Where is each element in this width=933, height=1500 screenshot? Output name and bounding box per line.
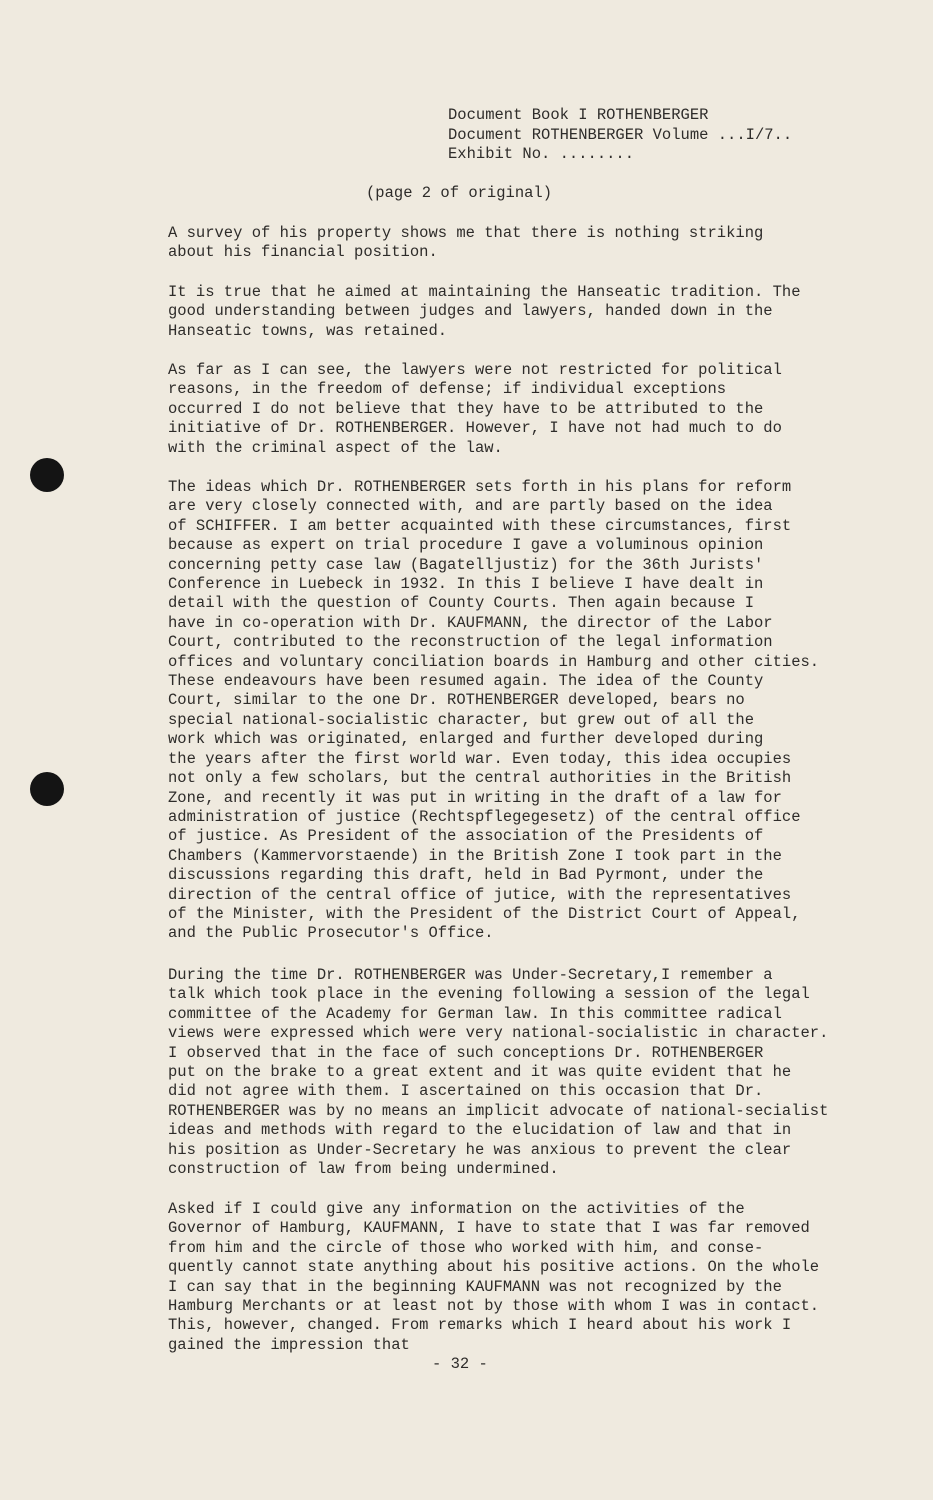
text-line: I observed that in the face of such conceptions Dr. ROTHENBERGER: [168, 1043, 764, 1062]
text-line: work which was originated, enlarged and further developed during: [168, 730, 764, 749]
text-line: detail with the question of County Courts. Then again because I: [168, 594, 754, 613]
text-line: special national-socialistic character, but grew out of all the: [168, 710, 754, 729]
header-exhibit-number: Exhibit No. ........: [448, 145, 635, 163]
text-line: The ideas which Dr. ROTHENBERGER sets forth in his plans for reform: [168, 478, 792, 496]
paragraph-property-survey: [168, 224, 848, 263]
paragraph-governor-kaufmann: [168, 1200, 848, 1355]
punch-hole: [30, 772, 64, 806]
paragraph-reform-ideas: [168, 478, 848, 944]
text-line: because as expert on trial procedure I gave a voluminous opinion: [168, 536, 764, 555]
text-line: the years after the first world war. Even today, this idea occupies: [168, 749, 792, 768]
paragraph-hanseatic-tradition: [168, 283, 848, 341]
text-line: put on the brake to a great extent and it was quite evident that he: [168, 1063, 792, 1082]
text-line: I can say that in the beginning KAUFMANN was not recognized by the: [168, 1277, 782, 1296]
text-line: Court, contributed to the reconstruction of the legal information: [168, 633, 773, 652]
text-line: his position as Under-Secretary he was anxious to prevent the clear: [168, 1140, 792, 1159]
text-line: did not agree with them. I ascertained on this occasion that Dr.: [168, 1082, 764, 1101]
text-line: Hanseatic towns, was retained.: [168, 321, 448, 340]
text-line: from him and the circle of those who worked with him, and conse-: [168, 1238, 764, 1257]
text-line: concerning petty case law (Bagatelljustiz) for the 36th Jurists': [168, 555, 764, 574]
text-line: offices and voluntary conciliation boards in Hamburg and other cities.: [168, 652, 820, 671]
text-line: are very closely connected with, and are partly based on the idea: [168, 497, 773, 516]
text-line: ideas and methods with regard to the elucidation of law and that in: [168, 1121, 792, 1140]
text-line: Zone, and recently it was put in writing in the draft of a law for: [168, 788, 782, 807]
text-line: Hamburg Merchants or at least not by those with whom I was in contact.: [168, 1297, 820, 1316]
text-line: good understanding between judges and lawyers, handed down in the: [168, 302, 773, 321]
text-line: of SCHIFFER. I am better acquainted with these circumstances, first: [168, 516, 792, 535]
page-number: - 32 -: [432, 1355, 488, 1373]
document-header: [448, 106, 792, 165]
text-line: Governor of Hamburg, KAUFMANN, I have to state that I was far removed: [168, 1219, 810, 1238]
punch-hole: [30, 458, 64, 492]
text-line: direction of the central office of jutice, with the representatives: [168, 885, 792, 904]
text-line: It is true that he aimed at maintaining the Hanseatic tradition. The: [168, 283, 801, 301]
text-line: of the Minister, with the President of the District Court of Appeal,: [168, 904, 801, 923]
text-line: quently cannot state anything about his positive actions. On the whole: [168, 1258, 820, 1277]
text-line: about his financial position.: [168, 243, 438, 262]
text-line: have in co-operation with Dr. KAUFMANN, the director of the Labor: [168, 613, 773, 632]
page-of-original-note: (page 2 of original): [366, 184, 553, 202]
text-line: Asked if I could give any information on the activities of the: [168, 1200, 745, 1218]
text-line: views were expressed which were very national-socialistic in character.: [168, 1024, 829, 1043]
header-document-volume: Document ROTHENBERGER Volume ...I/7..: [448, 125, 793, 144]
text-line: administration of justice (Rechtspflegegesetz) of the central office: [168, 807, 801, 826]
text-line: During the time Dr. ROTHENBERGER was Under-Secretary,I remember a: [168, 966, 773, 984]
paragraph-lawyers-freedom: [168, 361, 848, 458]
text-line: A survey of his property shows me that there is nothing striking: [168, 224, 764, 242]
text-line: gained the impression that: [168, 1335, 410, 1354]
text-line: ROTHENBERGER was by no means an implicit advocate of national-secialist: [168, 1101, 829, 1120]
text-line: This, however, changed. From remarks which I heard about his work I: [168, 1316, 792, 1335]
text-line: committee of the Academy for German law. In this committee radical: [168, 1004, 782, 1023]
text-line: discussions regarding this draft, held in Bad Pyrmont, under the: [168, 866, 764, 885]
text-line: Conference in Luebeck in 1932. In this I believe I have dealt in: [168, 575, 764, 594]
paragraph-under-secretary: [168, 966, 848, 1179]
text-line: initiative of Dr. ROTHENBERGER. However, I have not had much to do: [168, 419, 782, 438]
text-line: reasons, in the freedom of defense; if individual exceptions: [168, 380, 727, 399]
header-document-book: Document Book I ROTHENBERGER: [448, 106, 709, 124]
text-line: talk which took place in the evening following a session of the legal: [168, 985, 810, 1004]
text-line: These endeavours have been resumed again. The idea of the County: [168, 672, 764, 691]
text-line: occurred I do not believe that they have to be attributed to the: [168, 399, 764, 418]
text-line: with the criminal aspect of the law.: [168, 438, 503, 457]
text-line: of justice. As President of the association of the Presidents of: [168, 827, 764, 846]
text-line: not only a few scholars, but the central authorities in the British: [168, 769, 792, 788]
text-line: As far as I can see, the lawyers were not restricted for political: [168, 361, 782, 379]
text-line: Chambers (Kammervorstaende) in the British Zone I took part in the: [168, 846, 782, 865]
text-line: construction of law from being undermined.: [168, 1160, 559, 1179]
text-line: and the Public Prosecutor's Office.: [168, 924, 494, 943]
text-line: Court, similar to the one Dr. ROTHENBERGER developed, bears no: [168, 691, 745, 710]
